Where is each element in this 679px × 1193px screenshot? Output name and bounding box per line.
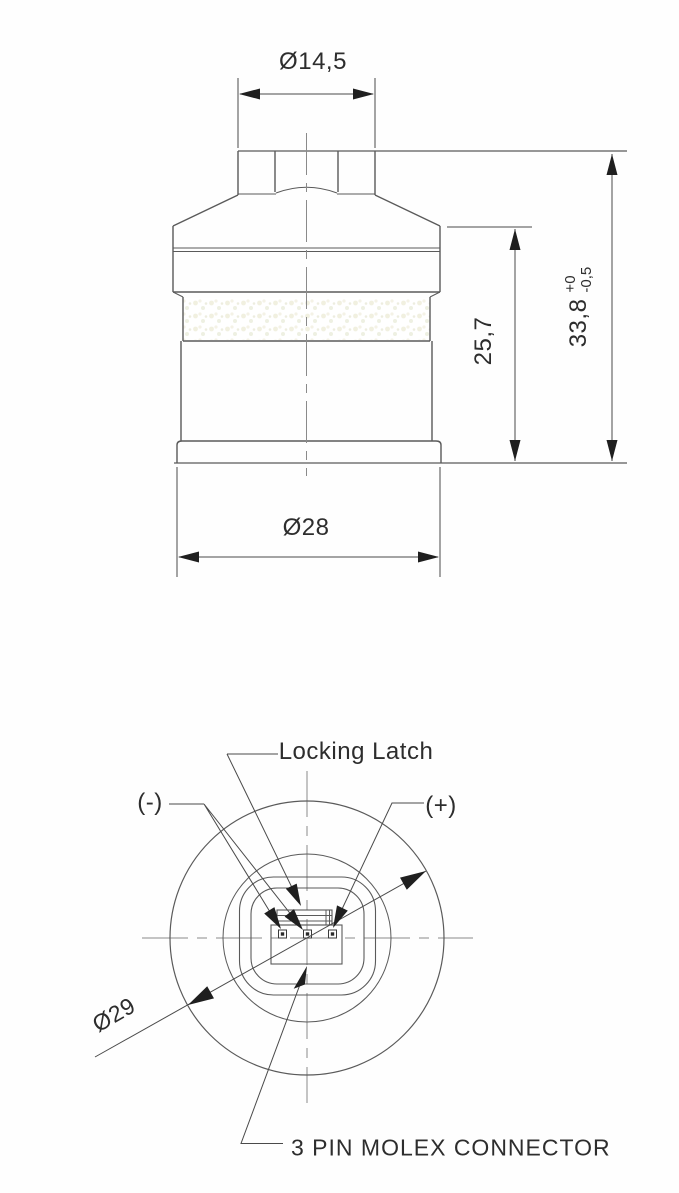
dim-cap-diameter-label: Ø14,5 <box>279 48 347 75</box>
negative-terminal-label: (-) <box>137 789 163 816</box>
connector-label: 3 PIN MOLEX CONNECTOR <box>291 1134 611 1161</box>
dim-base-diameter-label: Ø28 <box>282 514 330 541</box>
positive-terminal-label: (+) <box>425 792 457 819</box>
locking-latch-housing <box>277 910 332 925</box>
dim-total-height-value: 33,8 <box>565 298 592 348</box>
dim-outer-diameter-label: Ø29 <box>87 992 140 1038</box>
leader-connector <box>241 971 305 1144</box>
dim-total-height-tolerance <box>563 267 595 293</box>
side-view <box>173 78 627 577</box>
leader-locking-latch <box>227 754 299 902</box>
dim-body-height-label: 25,7 <box>470 316 497 366</box>
locking-latch-label: Locking Latch <box>278 738 434 765</box>
connector-pins <box>279 930 337 938</box>
dim-total-height-label <box>563 267 595 348</box>
tolerance-plus: +0 <box>562 275 579 293</box>
dim-line-outer-diameter <box>95 871 426 1057</box>
tolerance-minus: -0,5 <box>578 266 595 293</box>
